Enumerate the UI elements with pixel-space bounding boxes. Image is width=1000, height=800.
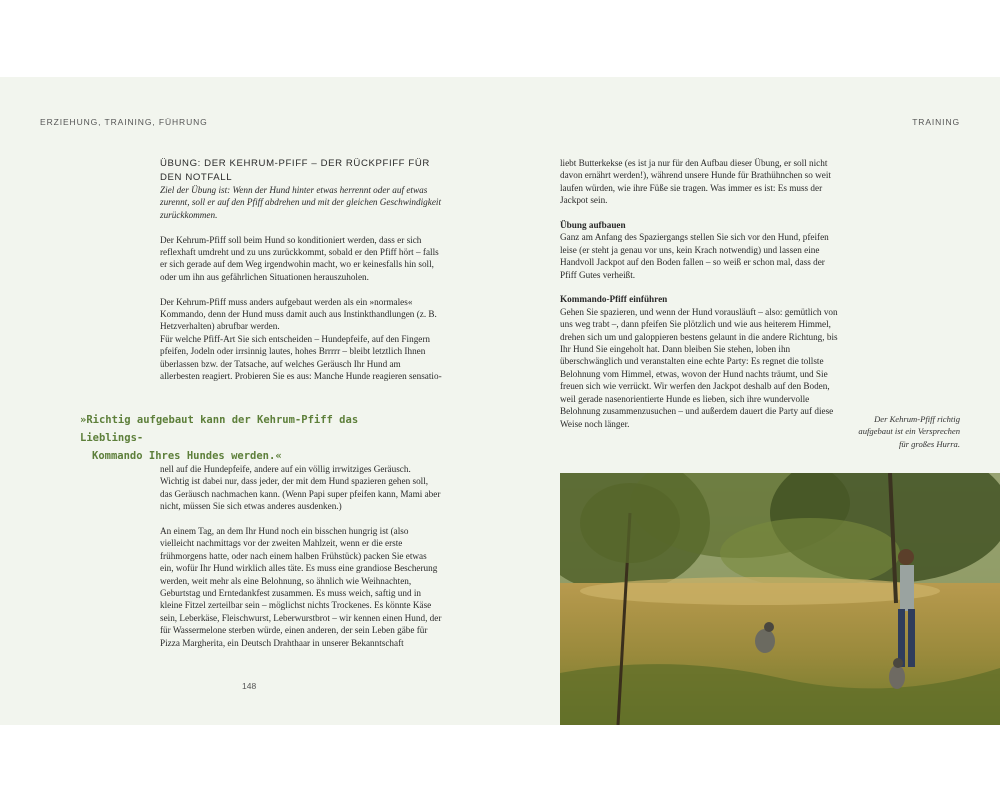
paragraph: liebt Butterkekse (es ist ja nur für den Aufbau dieser Übung, er soll nicht davon ernährt werden!), während unsere Hunde für Brathühnchen so weit laufen würden, wie ihre Füße sie tragen. Was immer es ist: Es muss der Jackpot sein.: [560, 158, 831, 206]
right-column: [560, 157, 842, 430]
right-page: [500, 77, 1000, 725]
meadow-photo-illustration: [560, 473, 1000, 725]
photo-caption: Der Kehrum-Pfiff richtig aufgebaut ist ein Versprechen für großes Hurra.: [858, 414, 960, 449]
exercise-title: ÜBUNG: DER KEHRUM-PFIFF – DER RÜCKPFIFF FÜR DEN NOTFALL: [160, 158, 430, 183]
page-number: 148: [242, 681, 257, 691]
paragraph: Der Kehrum-Pfiff soll beim Hund so konditioniert werden, dass er sich reflexhaft umdreht und zu uns zurückkommt, sobald er den Pfiff hört – falls er sich gerade auf dem Weg irgendwohin macht, wo er keinesfalls hin soll, oder um ihn aus gefährlichen Situationen herauszuholen.: [160, 234, 439, 282]
subheading: Übung aufbauen: [560, 220, 626, 231]
pull-quote: [80, 411, 410, 465]
paragraph: Der Kehrum-Pfiff muss anders aufgebaut werden als ein »normales« Kommando, denn der Hund muss damit auch aus Instinkthandlungen (z. B. Hetzverhalten) abrufbar werden.: [160, 296, 437, 332]
paragraph: nell auf die Hundepfeife, andere auf ein völlig irrwitziges Geräusch. Wichtig ist dabei nur, dass jeder, der mit dem Hund spazieren gehen soll, das Geräusch nachmachen kann. (Wenn Papi super pfeifen kann, Mami aber nicht, müssen Sie sich etwas anderes ausdenken.): [160, 464, 441, 512]
pull-quote-line: »Richtig aufgebaut kann der Kehrum-Pfiff das Lieblings-: [80, 414, 359, 444]
paragraph: Für welche Pfiff-Art Sie sich entscheiden – Hundepfeife, auf den Fingern pfeifen, Jodeln oder irrsinnig lautes, hohes Brrrrr – bleibt letztlich Ihnen überlassen bzw. der Tatsache, auf welches Geräusch Ihr Hund am allerbesten reagiert. Probieren Sie es aus: Manche Hunde reagieren sensatio-: [160, 333, 442, 382]
running-head-right: TRAINING: [912, 117, 960, 127]
paragraph: An einem Tag, an dem Ihr Hund noch ein bisschen hungrig ist (also vielleicht nachmittags vor der zweiten Mahlzeit, wenn er die erste frühmorgens hatte, oder nach einem halben Frühstück) packen Sie etwas ein, wofür Ihr Hund wirklich alles täte. Es muss eine grandiose Bescherung werden, weit mehr als eine Belohnung, so ähnlich wie Weihnachten, Geburtstag und Erntedankfest zusammen. Es muss weich, saftig und in kleine Fitzel zerteilbar sein – möglichst nichts Trockenes. Es könnte Käse sein, Leberkäse, Fleischwurst, Leberwurstbrot – wir kennen einen Hund, der für Wassermelone sterben würde, einen anderen, der sein Leben gäbe für Pizza Margherita, ein Deutsch Drahthaar in unserer Bekanntschaft: [160, 526, 442, 648]
photo-meadow-dogs: [560, 473, 1000, 725]
book-spread: [0, 77, 1000, 725]
paragraph: Ganz am Anfang des Spaziergangs stellen Sie sich vor den Hund, pfeifen leise (er steht ja genau vor uns, kein Krach notwendig) und lassen eine Handvoll Jackpot auf den Boden fallen – so weiß er schon mal, dass der Pfiff Gutes verheißt.: [560, 232, 829, 280]
running-head-left: ERZIEHUNG, TRAINING, FÜHRUNG: [40, 117, 208, 127]
left-column-bottom: [160, 463, 442, 649]
exercise-intro: Ziel der Übung ist: Wenn der Hund hinter etwas herrennt oder auf etwas zurennt, soll er auf den Pfiff abdrehen und mit der gleichen Geschwindigkeit zurückkommen.: [160, 185, 442, 220]
left-page: [0, 77, 500, 725]
paragraph: Gehen Sie spazieren, und wenn der Hund vorausläuft – also: gemütlich von uns weg trabt –, dann pfeifen Sie plötzlich und wie aus heiterem Himmel, drehen sich um und galoppieren bestens gelaunt in die andere Richtung, bis Ihr Hund Sie eingeholt hat. Dann bleiben Sie stehen, loben ihn überschwänglich und veranstalten eine echte Party: Es regnet die tollste Belohnung vom Himmel, etwas, wovon der Hund nachts träumt, und Sie freuen sich wie verrückt. Wir werfen den Jackpot deshalb auf den Boden, weil gerade nasenorientierte Hunde es lieben, sich ihre wundervolle Belohnung zusammenzusuchen – und außerdem dauert die Party auf diese Weise noch länger.: [560, 306, 838, 429]
left-column-top: [160, 157, 442, 382]
pull-quote-line: Kommando Ihres Hundes werden.«: [92, 450, 282, 462]
subheading: Kommando-Pfiff einführen: [560, 294, 668, 305]
